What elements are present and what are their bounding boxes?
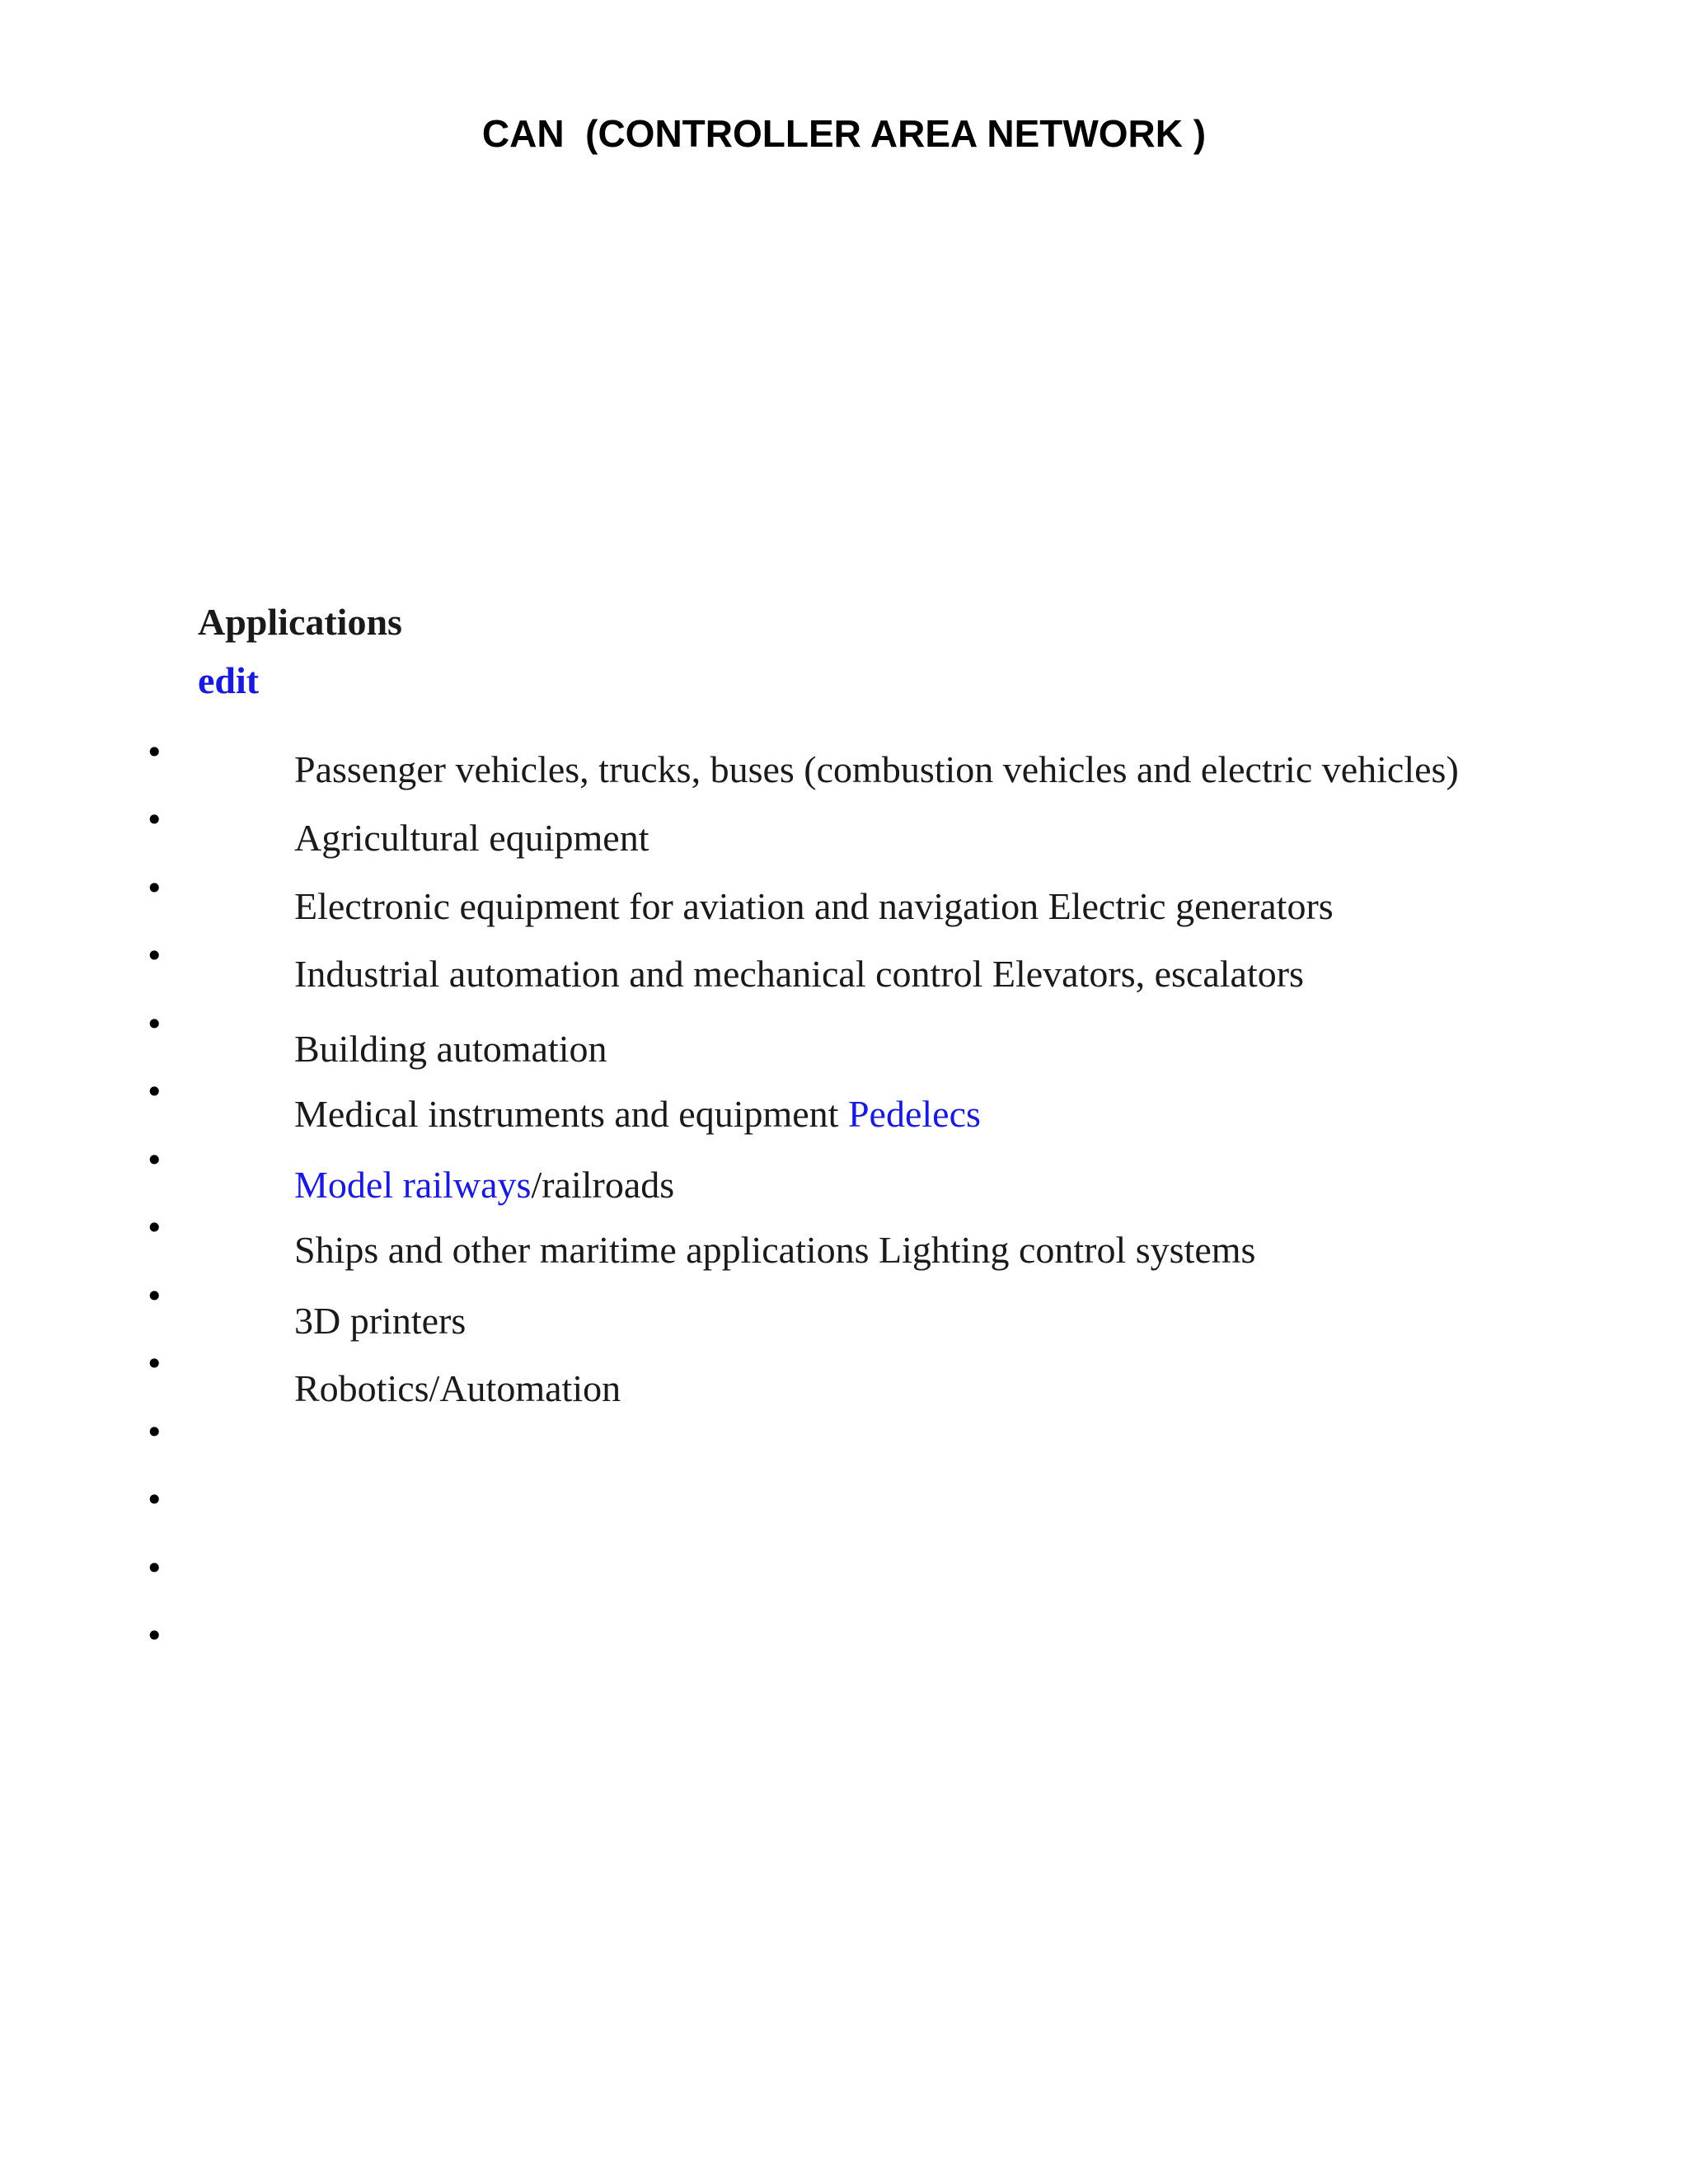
list-item: Agricultural equipment (294, 817, 649, 859)
bullet-icon: • (145, 1346, 164, 1382)
bullet-icon: • (145, 802, 164, 838)
list-item: Building automation (294, 1028, 607, 1070)
list-item (294, 1162, 674, 1208)
section-heading: Applications (198, 601, 402, 643)
bullet-icon: • (145, 1618, 164, 1654)
pedelecs-link[interactable]: Pedelecs (847, 1093, 981, 1135)
list-item: Robotics/Automation (294, 1367, 621, 1409)
bullet-icon: • (145, 1482, 164, 1518)
list-item: Passenger vehicles, trucks, buses (combustion vehicles and electric vehicles) (294, 748, 1459, 790)
bullet-icon: • (145, 1278, 164, 1315)
bullet-icon: • (145, 1210, 164, 1246)
list-item (294, 1091, 981, 1137)
bullet-icon: • (145, 1550, 164, 1586)
edit-link[interactable]: edit (198, 659, 260, 701)
list-item: Electronic equipment for aviation and navigation Electric generators (294, 885, 1334, 927)
list-item: Ships and other maritime applications Lighting control systems (294, 1229, 1256, 1271)
page-title: CAN (CONTROLLER AREA NETWORK ) (481, 112, 1207, 155)
bullet-icon: • (145, 938, 164, 974)
model-railways-link[interactable]: Model railways (294, 1164, 532, 1206)
bullet-icon: • (145, 1006, 164, 1043)
list-item-text: /railroads (531, 1164, 675, 1206)
bullet-icon: • (145, 1074, 164, 1110)
list-item: 3D printers (294, 1300, 467, 1342)
bullet-icon: • (145, 1414, 164, 1451)
list-item: Industrial automation and mechanical control Elevators, escalators (294, 953, 1304, 995)
bullet-icon: • (145, 870, 164, 907)
bullet-icon: • (145, 734, 164, 771)
list-item-text: Medical instruments and equipment (294, 1093, 848, 1135)
bullet-icon: • (145, 1142, 164, 1179)
